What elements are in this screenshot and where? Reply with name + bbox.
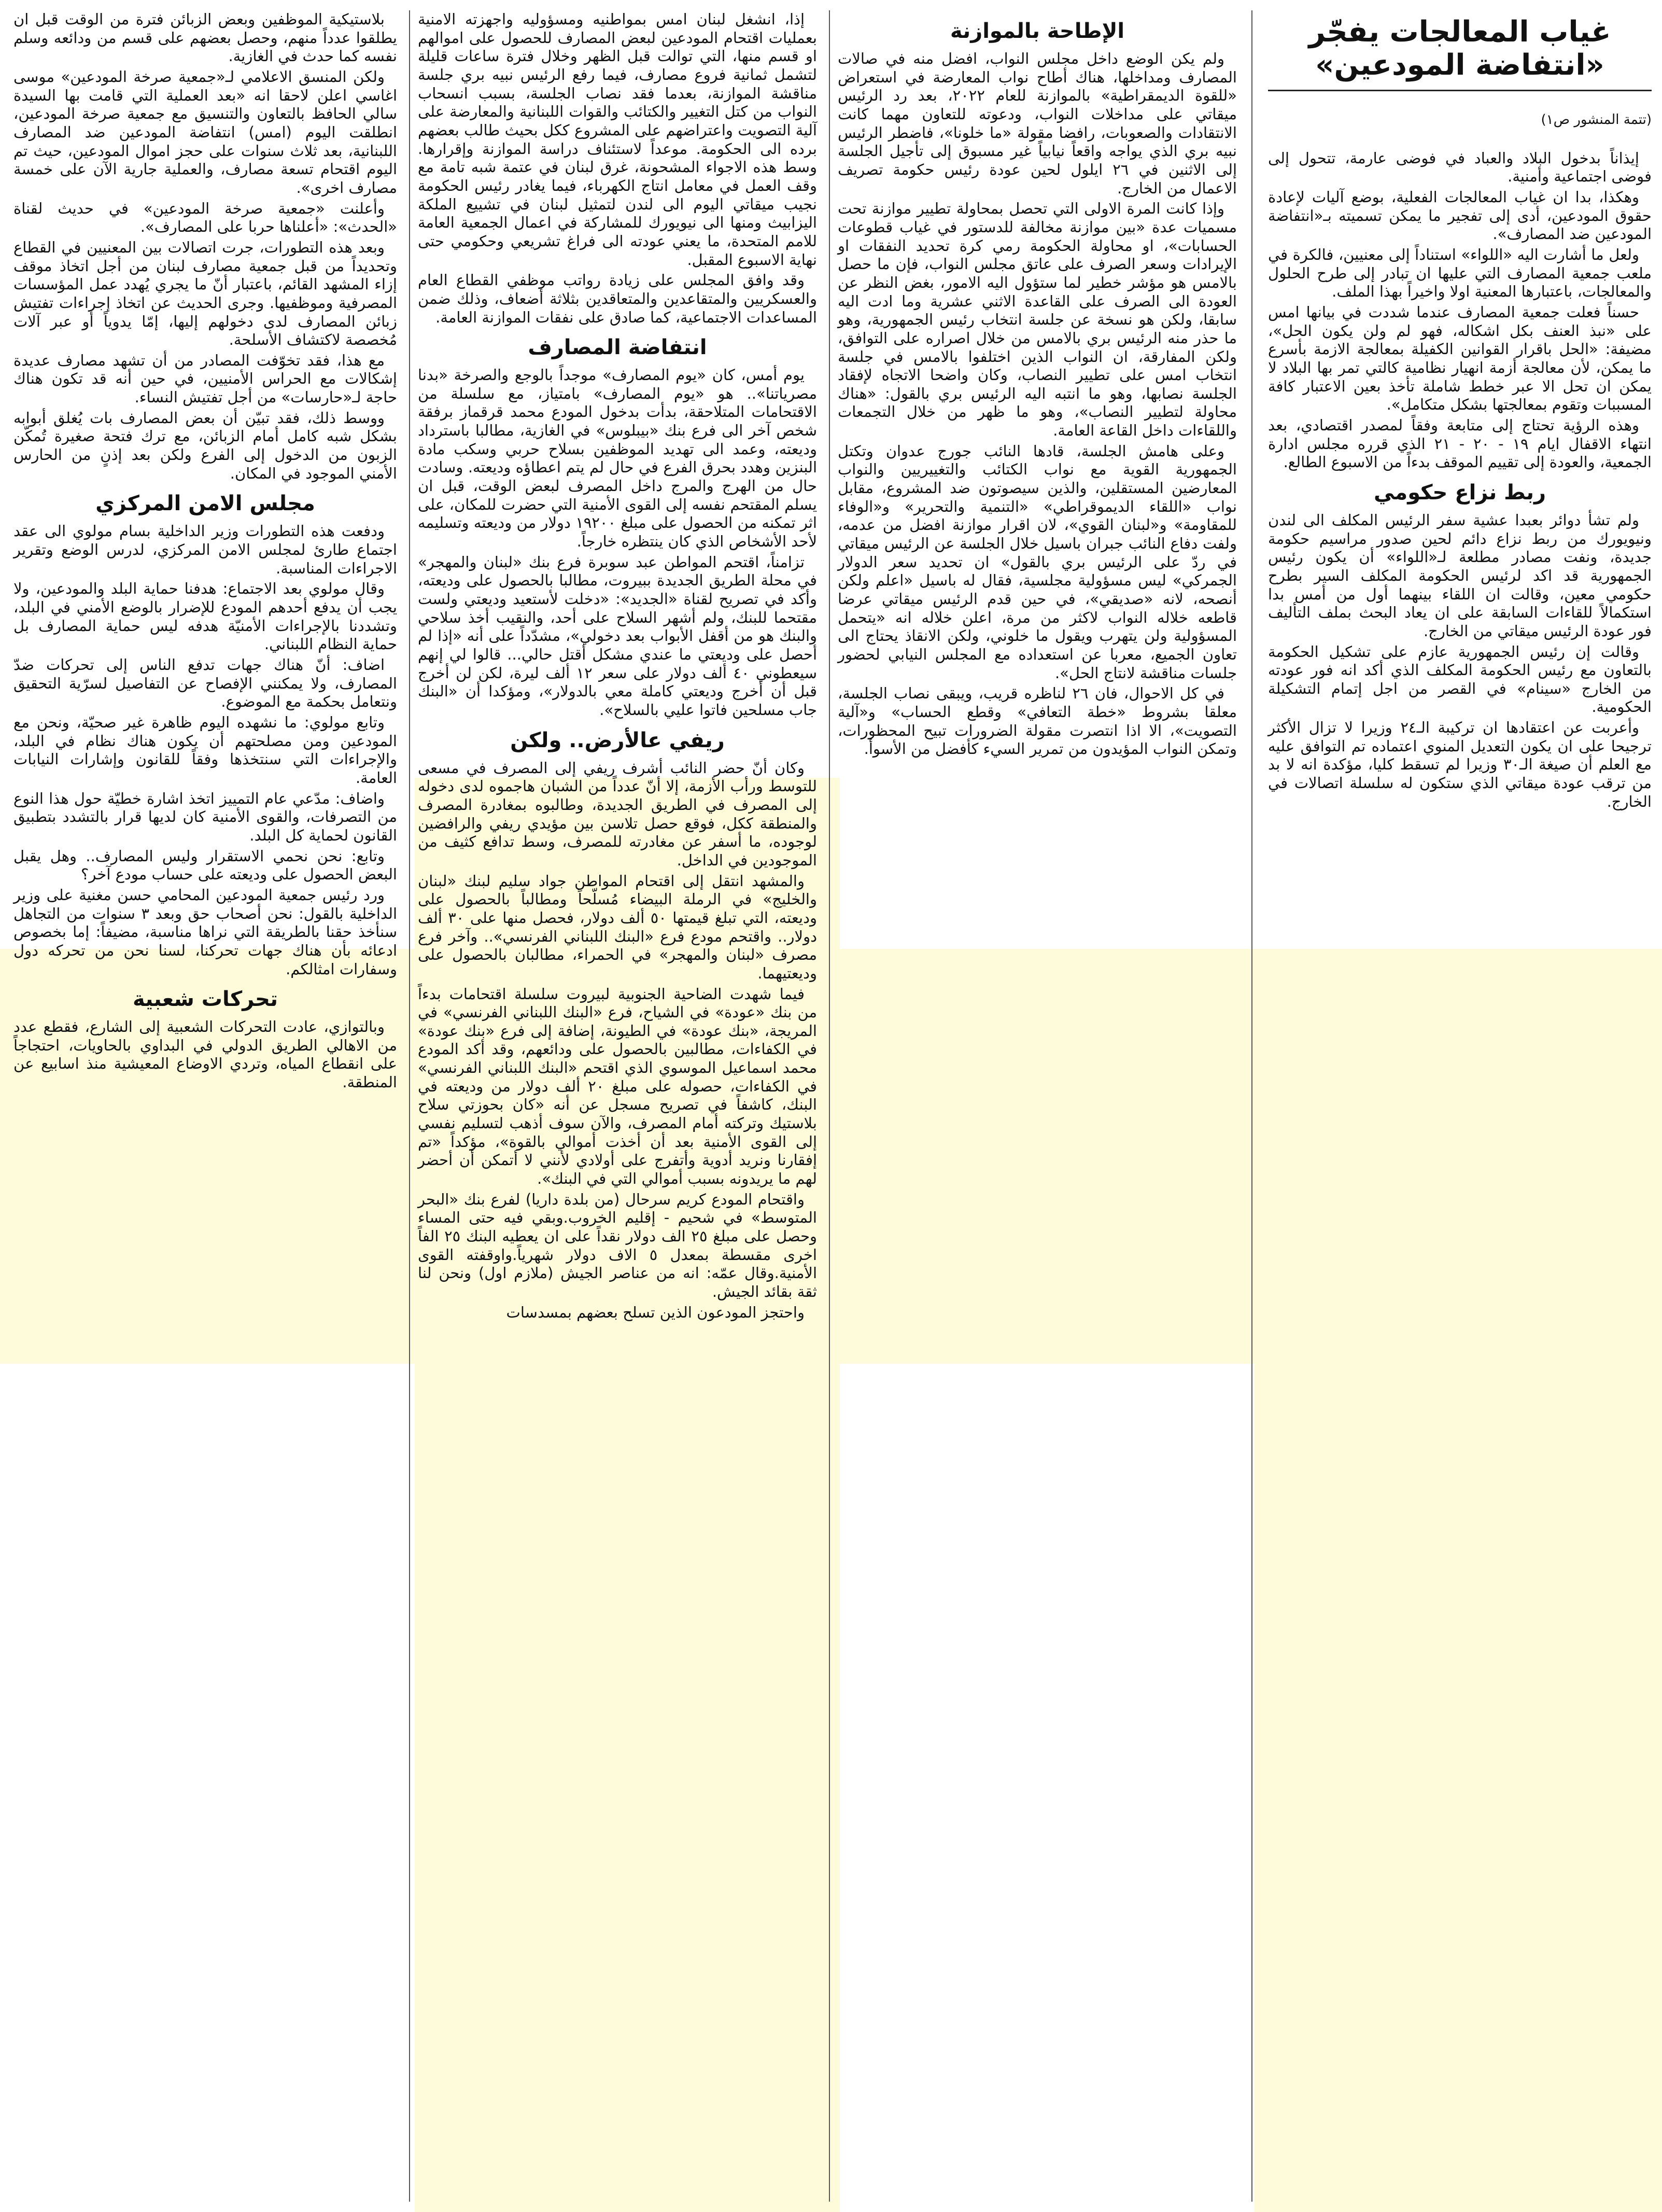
paragraph: إذا، انشغل لبنان امس بمواطنيه ومسؤوليه واجهزته الامنية بعمليات اقتحام المودعين لبعض المصارف للحصول على اموالهم او قسم منها، التي توالت قبل الظهر وخلال فترة ساعات قليلة لتشمل ثمانية فروع مصارف، فيما رفع الرئيس نبيه بري جلسة مناقشة الموازنة، بعدما فقد نصاب الجلسة، بسبب انسحاب النواب من كتل التغيير والكتائب والقوات اللبنانية والمعارضة على آلية التصويت واعتراضهم على المشروع ككل بحيث طالب بعضهم برده الى الحكومة. موعداً لاستئناف دراسة الموازنة وإقرارها. وسط هذه الاجواء المشحونة، غرق لبنان في عتمة شبه تامة مع وقف العمل في معامل انتاج الكهرباء، فيما يغادر رئيس الحكومة نجيب ميقاتي اليوم الى لندن لتمثيل لبنان في تشييع الملكة اليزابيث ومنها الى نيويورك للمشاركة في اعمال الجمعية العامة للامم المتحدة، ما يعني عودته الى فراغ تشريعي وحكومي حتى نهاية الاسبوع المقبل. <box>418 10 817 269</box>
paragraph: ورد رئيس جمعية المودعين المحامي حسن مغنية على وزير الداخلية بالقول: نحن أصحاب حق وبعد ٣ سنوات من التجاهل سنأخذ حقنا بالطريقة التي نراها مناسبة، مضيفاً: إما بخصوص ادعائه بأن هناك جهات تحركنا، لسنا نحن من تحركه دول وسفارات امثالكم. <box>13 886 397 978</box>
article-column-3 <box>418 10 817 1324</box>
paragraph: وهكذا، بدا ان غياب المعالجات الفعلية، بوضع آليات لإعادة حقوق المودعين، أدى إلى تفجير ما يمكن تسميته بـ«انتفاضة المودعين ضد المصارف». <box>1268 188 1652 243</box>
column-rule <box>1251 10 1252 2202</box>
paragraph: ولعل ما أشارت اليه «اللواء» استناداً إلى معنيين، فالكرة في ملعب جمعية المصارف التي عليها ان تبادر إلى طرح الحلول والمعالجات، باعتبارها المعنية اولا واخيراً بهذا الملف. <box>1268 246 1652 301</box>
headline: غياب المعالجات يفجّر «انتفاضة المودعين» <box>1268 16 1652 91</box>
paragraph: بلاستيكية الموظفين وبعض الزبائن فترة من الوقت قبل ان يطلقوا عدداً منهم، وحصل بعضهم على قسم من ودائعه وسلم نفسه كما حدث في الغازية. <box>13 10 397 65</box>
continued-note: (تتمة المنشور ص١) <box>1541 111 1652 128</box>
paragraph: وعلى هامش الجلسة، قادها النائب جورج عدوان وتكتل الجمهورية القوية مع نواب الكتائب والتغييريين والنواب المعارضين المستقلين، والذين سيصوتون ضد المشروع، مقابل نواب «اللقاء الديموقراطي» «التنمية والتحرير» و«الوفاء للمقاومة» و«لبنان القوي»، لان اقرار موازنة افضل من عدمه، ولفت دفاع النائب جبران باسيل خلال الجلسة عن الرئيس ميقاتي في ردّ على الرئيس بري بالقول» ان تحديد سعر الدولار الجمركي» ليس مسؤولية مجلسية، فقال له باسيل «اعلم ولكن أنصحه، لانه «صديقي»، في حين قدم الرئيس ميقاتي عرضا قاطعه خلاله النواب لاكثر من مرة، اعلن خلاله انه «يتحمل المسؤولية ولن يتهرب ويقول ما خلوني، ولكن الانقاذ يحتاج الى تعاون الجميع، معربا عن استعداده مع المجلس النيابي لحضور جلسات مناقشة لانتاج الحل». <box>838 442 1237 682</box>
paragraph: وقال مولوي بعد الاجتماع: هدفنا حماية البلد والمودعين، ولا يجب أن يدفع أحدهم المودع للإضرار بالوضع الأمني في البلد، وتشددنا بالإجراءات الأمنيّة هدفه ليس حماية المصارف بل حماية النظام اللبناني. <box>13 580 397 653</box>
paragraph: في كل الاحوال، فان ٢٦ لناظره قريب، ويبقى نصاب الجلسة، معلقا بشروط «خطة التعافي» وقطع الحساب» و«آلية التصويت»، الا اذا انتصرت مقولة الضرورات تبيح المحظورات، وتمكن النواب المؤيدون من تمرير السيء كأفضل من الأسوأ. <box>838 684 1237 758</box>
subheading: مجلس الامن المركزي <box>95 492 315 516</box>
subheading: تحركات شعبية <box>133 987 278 1012</box>
subheading: ربط نزاع حكومي <box>1373 480 1546 505</box>
paragraph: وكان أنّ حضر النائب أشرف ريفي إلى المصرف في مسعى للتوسط ورأب الأزمة، إلا أنّ عدداً من الشبان هاجموه لدى دخوله إلى المصرف في الطريق الجديدة، وطالبوه بمغادرة المصرف والمنطقة ككل، فوقع حصل تلاسن بين مؤيدي ريفي والرافضين لوجوده، ما أسفر عن مغادرته للمصرف، وسط تدافع كثيف من الموجودين في الداخل. <box>418 759 817 869</box>
paragraph: يوم أمس، كان «يوم المصارف» موجداً بالوجع والصرخة «بدنا مصرياتنا».. هو «يوم المصارف» بامتياز، مع سلسلة من الاقتحامات المتلاحقة، بدأت بدخول المودع محمد قرقماز برفقة شخص آخر الى فرع بنك «بيبلوس» في الغازية، مطالبا باسترداد وديعته، وعمد الى تهديد الموظفين بسلاح حربي وسكب مادة البنزين وهدد بحرق الفرع في حال لم يتم اعطاؤه وديعته. وسادت حال من الهرج والمرج داخل المصرف لبعض الوقت، قبل ان يسلم المقتحم نفسه إلى القوى الأمنية التي حضرت للمكان، على اثر تمكنه من الحصول على مبلغ ١٩٢٠٠ دولار من وديعته وتسليمه لأحد الأشخاص الذي كان ينتظره خارجاً. <box>418 366 817 551</box>
paragraph: وبالتوازي، عادت التحركات الشعبية إلى الشارع، فقطع عدد من الاهالي الطريق الدولي في البداوي بالحاويات، احتجاجاً على انقطاع المياه، وتردي الاوضاع المعيشية منذ اسابيع عن المنطقة. <box>13 1018 397 1091</box>
paragraph: مع هذا، فقد تخوّفت المصادر من أن تشهد مصارف عديدة إشكالات مع الحراس الأمنيين، في حين أنه قد تكون هناك حاجة لـ«حارسات» من أجل تفتيش النساء. <box>13 351 397 407</box>
paragraph: تزامناً، اقتحم المواطن عبد سوبرة فرع بنك «لبنان والمهجر» في محلة الطريق الجديدة ببيروت، مطالبا بالحصول على وديعته، وأكد في تصريح لقناة «الجديد»: «دخلت لأستعيد وديعتي ولست مقتحما للبنك، ولم أشهر السلاح على أحد، والنقيب أخذ سلاحي والبنك هو من أقفل الأبواب بعد دخولي»، مشدّداً على أنه «إذا لم أحصل على وديعتي ما عندي مشكل أقتل حالي... قالوا لي إنهم سيعطوني ٤٠ ألف دولار على سعر ١٢ ألف ليرة، لكن لن أخرج قبل أن أخرج وديعتي كاملة معي بالدولار»، ومؤكدا أن «البنك جاب مسلحين فاتوا عليي بالسلاح». <box>418 553 817 719</box>
paragraph: وتابع مولوي: ما نشهده اليوم ظاهرة غير صحيّة، ونحن مع المودعين ومن مصلحتهم أن يكون هناك نظام في البلد، والإجراءات التي سنتخذها وفقاً للقانون وإشارات النيابات العامة. <box>13 713 397 787</box>
article-column-1 <box>1268 10 1652 813</box>
subheading: انتفاضة المصارف <box>528 335 707 360</box>
article-column-2 <box>838 10 1237 761</box>
paragraph: والمشهد انتقل إلى اقتحام المواطن جواد سليم لبنك «لبنان والخليج» في الرملة البيضاء مُسلّحاً ومطالباً بالحصول على وديعته، التي تبلغ قيمتها ٥٠ ألف دولار، فحصل منها على ٣٠ ألف دولار.. واقتحم مودع فرع «البنك اللبناني الفرنسي».. وآخر فرع مصرف «لبنان والمهجر» في الحمراء، مطالبان بالحصول على وديعتيهما. <box>418 872 817 982</box>
paragraph: إيذاناً بدخول البلاد والعباد في فوضى عارمة، تتحول إلى فوضى اجتماعية وأمنية. <box>1268 149 1652 186</box>
paragraph: وأعربت عن اعتقادها ان تركيبة الـ٢٤ وزيرا لا تزال الأكثر ترجيحا على ان يكون التعديل المنوي اعتماده تم التوافق عليه مع العلم أن صيغة الـ٣٠ وزيرا لم تسقط كليا، مؤكدة انه لا بد من ترقب عودة ميقاتي الذي ستكون له سلسلة اتصالات في الخارج. <box>1268 719 1652 810</box>
paragraph: اضاف: أنّ هناك جهات تدفع الناس إلى تحركات ضدّ المصارف، ولا يمكنني الإفصاح عن التفاصيل لسرّية التحقيق ونتعامل بحكمة مع الموضوع. <box>13 656 397 711</box>
paragraph: وهذه الرؤية تحتاج إلى متابعة وفقاً لمصدر اقتصادي، بعد انتهاء الاقفال ايام ١٩ - ٢٠ - ٢١ الذي قرره مجلس ادارة الجمعية، والعودة إلى تقييم الموقف بدءاً من الاسبوع الطالع. <box>1268 416 1652 471</box>
subheading: ريفي عالأرض.. ولكن <box>510 728 725 752</box>
highlight-band <box>1255 949 1662 2212</box>
paragraph: وبعد هذه التطورات، جرت اتصالات بين المعنيين في القطاع وتحديداً من قبل جمعية مصارف لبنان من أجل اتخاذ موقف إزاء المشهد القائم، باعتبار أنّ ما يجري يُهدد عمل المؤسسات المصرفية وموظفيها. وجرى الحديث عن اتخاذ إجراءات تفتيش زبائن المصارف لدى دخولهم إليها، إمّا يدوياً أو عبر آلات مُخصصة لاكتشاف الأسلحة. <box>13 238 397 349</box>
paragraph: ولم يكن الوضع داخل مجلس النواب، افضل منه في صالات المصارف ومداخلها، هناك أطاح نواب المعارضة في استعراض «للقوة الديمقراطية» بالموازنة للعام ٢٠٢٢، بعد رد الرئيس ميقاتي على مداخلات النواب، ودعوته للتعاون مهما كانت الانتقادات والصعوبات، رافضا مقولة «ما خلونا»، فاضطر الرئيس نبيه بري الذي يواجه واقعاً نيابياً غير مسبوق إلى تأجيل الجلسة إلى الاثنين في ٢٦ ايلول لحين عودة رئيس حكومة تصريف الاعمال من الخارج. <box>838 50 1237 197</box>
paragraph: واقتحام المودع كريم سرحال (من بلدة داريا) لفرع بنك «البحر المتوسط» في شحيم - إقليم الخروب.وبقي فيه حتى المساء وحصل على مبلغ ٢٥ الف دولار نقداً على ان يعطيه البنك ٢٥ الفاً اخرى مقسطة بمعدل ٥ الاف دولار شهرياً.واوقفته القوى الأمنية.وقال عمّه: انه من عناصر الجيش (ملازم اول) ونحن لنا ثقة بقائد الجيش. <box>418 1190 818 1300</box>
column-rule <box>829 10 830 2202</box>
paragraph: ولم تشأ دوائر بعبدا عشية سفر الرئيس المكلف الى لندن ونيويورك من ربط نزاع دائم لحين صدور مراسيم حكومة جديدة، ونفت مصادر مطلعة لـ«اللواء» أن يكون رئيس الجمهورية قد اكد لرئيس الحكومة المكلف السير بطرح حكومي معين، وقالت ان اللقاء بينهما أول من أمس بدا استكمالاً للقاءات السابقة على ان يعاد البحث بملف التأليف فور عودة الرئيس ميقاتي من الخارج. <box>1268 511 1652 640</box>
paragraph: فيما شهدت الضاحية الجنوبية لبيروت سلسلة اقتحامات بدءاً من بنك «عودة» في الشياح، فرع «البنك اللبناني الفرنسي» في المريجة، «بنك عودة» في الطيونة، إضافة إلى فرع «بنك عودة» في الكفاءات، مطالبين بالحصول على ودائعهم، وقد أكد المودع محمد اسماعيل الموسوي الذي اقتحم «البنك اللبناني الفرنسي» في الكفاءات، حصوله على مبلغ ٢٠ ألف دولار من وديعته في البنك، كاشفاً في تصريح مسجل عن أنه «كان بحوزتي سلاح بلاستيك وتركته أمام المصرف، والآن سوف أذهب لتسليم نفسي إلى القوى الأمنية بعد أن أخذت أموالي بالقوة»، مؤكداً «تم إفقارنا ونريد أدوية وأتفرج على أولادي لأنني لا أتمكن أن أحضر لهم ما يريدونه بسبب أموالي التي في البنك». <box>418 985 817 1188</box>
subheading: الإطاحة بالموازنة <box>950 19 1125 43</box>
paragraph: حسناً فعلت جمعية المصارف عندما شددت في بيانها امس على «نبذ العنف بكل اشكاله، فهو لم ولن يكون الحل»، مضيفة: «الحل باقرار القوانين الكفيلة بمعالجة الازمة بأسرع ما يمكن، لأن معالجة أزمة انهيار نظامية كالتي تمر بها البلاد لا يمكن ان تحل الا عبر خطط شاملة تأخذ بعين الاعتبار كافة المسببات وتقوم بمعالجتها بشكل متكامل». <box>1268 303 1652 414</box>
paragraph: وقد وافق المجلس على زيادة رواتب موظفي القطاع العام والعسكريين والمتقاعدين والمتعاقدين بثلاثة أضعاف، وذلك ضمن المساعدات الاجتماعية، كما صادق على نفقات الموازنة العامة. <box>418 271 817 326</box>
article-column-4 <box>13 10 397 1094</box>
paragraph: وتابع: نحن نحمي الاستقرار وليس المصارف.. وهل يقبل البعض الحصول على وديعته على حساب مودع آخر؟ <box>13 847 397 884</box>
paragraph: ووسط ذلك، فقد تبيّن أن بعض المصارف بات يُغلق أبوابه بشكل شبه كامل أمام الزبائن، مع ترك فتحة صغيرة تُمكّن الزبون من الدخول إلى الفرع ولكن بعد إذنٍ من الحارس الأمني الموجود في المكان. <box>13 409 397 482</box>
paragraph: واضاف: مدّعي عام التمييز اتخذ اشارة خطيّة حول هذا النوع من التصرفات، والقوى الأمنية كان لديها قرار بالتشدد بتطبيق القانون لحماية كل البلد. <box>13 789 397 844</box>
paragraph: ودفعت هذه التطورات وزير الداخلية بسام مولوي الى عقد اجتماع طارئ لمجلس الامن المركزي، لدرس الوضع وتقرير الاجراءات المناسبة. <box>13 522 397 577</box>
paragraph: واحتجز المودعون الذين تسلح بعضهم بمسدسات <box>506 1303 805 1321</box>
paragraph: وأعلنت «جمعية صرخة المودعين» في حديث لقناة «الحدث»: «أعلناها حربا على المصارف». <box>13 199 397 236</box>
paragraph: وإذا كانت المرة الاولى التي تحصل بمحاولة تطيير موازنة تحت مسميات عدة «بين موازنة مخالفة للدستور في غياب قطوعات الحسابات»، او محاولة الحكومة رمي كرة تحديد النفقات او الإيرادات وسعر الصرف على عاتق مجلس النواب، فإن ما حصل بالامس هو مؤشر خطير لما ستؤول اليه الامور، بغض النظر عن العودة الى الصرف على القاعدة الاثني عشرية وما ادت اليه سابقا، ولكن هو نسخة عن جلسة انتخاب رئيس الجمهورية، وهو ما حذر منه الرئيس بري بالامس من خلال اصراره على التوافق، ولكن المفارقة، ان النواب الذين اختلفوا بالامس في جلسة انتخاب امس على تطيير النصاب، وكان واضحا الاتجاه لإفقاد الجلسة نصابها، وهو ما انتبه اليه الرئيس بري بالقول: «هناك محاولة لتطيير النصاب»، وهو ما ظهر من خلال التجمعات واللقاءات داخل القاعة العامة. <box>838 200 1237 440</box>
column-rule <box>409 10 410 2202</box>
paragraph: وقالت إن رئيس الجمهورية عازم على تشكيل الحكومة بالتعاون مع رئيس الحكومة المكلف الذي أكد انه فور عودته من الخارج «سينام» في القصر من اجل إتمام التشكيلة الحكومية. <box>1268 642 1652 716</box>
paragraph: ولكن المنسق الاعلامي لـ«جمعية صرخة المودعين» موسى اغاسي اعلن لاحقا انه «بعد العملية التي قامت بها السيدة سالي الحافظ بالتعاون والتنسيق مع جمعية صرخة المودعين، انطلقت اليوم (امس) انتفاضة المودعين ضد المصارف اللبنانية، بعد ثلاث سنوات على حجز اموال المودعين، حيث تم اليوم اقتحام تسعة مصارف، والعملية جارية الآن على خمسة مصارف اخرى». <box>13 67 397 197</box>
